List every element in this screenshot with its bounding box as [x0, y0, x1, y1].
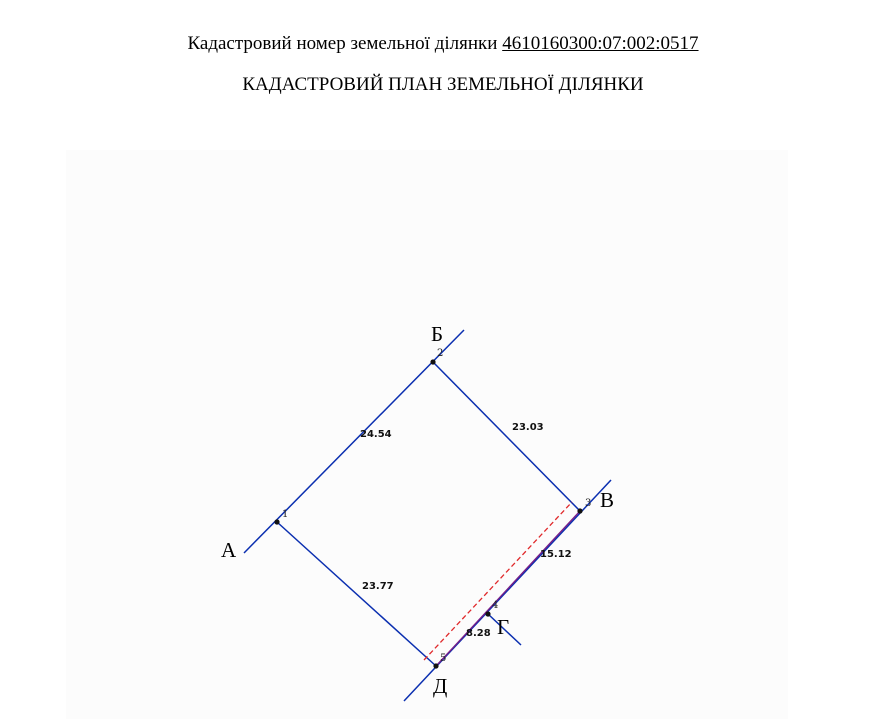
- turning-point-2: [430, 359, 435, 364]
- boundary-1-5: [277, 522, 436, 666]
- neighbor-label-b: Б: [431, 322, 444, 346]
- length-label-3-4: 15.12: [540, 549, 572, 560]
- boundary-2-3: [433, 362, 580, 511]
- plan-title: КАДАСТРОВИЙ ПЛАН ЗЕМЕЛЬНОЇ ДІЛЯНКИ: [242, 74, 644, 95]
- length-label-1-5: 23.77: [362, 581, 394, 592]
- neighbor-label-d: Д: [433, 674, 448, 698]
- cadastral-number-value: 4610160300:07:002:0517: [502, 33, 699, 54]
- turning-point-3: [577, 508, 582, 513]
- restriction-line-3-5: [436, 511, 580, 666]
- turning-point-4: [485, 611, 490, 616]
- point-number-3: 3: [585, 498, 592, 509]
- length-label-1-2: 24.54: [360, 429, 392, 440]
- turning-point-1: [274, 519, 279, 524]
- length-label-2-3: 23.03: [512, 422, 544, 433]
- point-number-2: 2: [437, 348, 444, 359]
- cadastral-number-label: Кадастровий номер земельної ділянки: [187, 33, 498, 54]
- point-number-5: 5: [440, 653, 447, 664]
- neighbor-label-v: В: [600, 488, 615, 512]
- length-label-4-5: 8.28: [466, 628, 491, 639]
- neighbor-label-g: Г: [497, 615, 510, 639]
- point-number-4: 4: [492, 600, 499, 611]
- turning-point-5: [433, 663, 438, 668]
- neighbor-label-a: А: [221, 538, 237, 562]
- point-number-1: 1: [282, 509, 289, 520]
